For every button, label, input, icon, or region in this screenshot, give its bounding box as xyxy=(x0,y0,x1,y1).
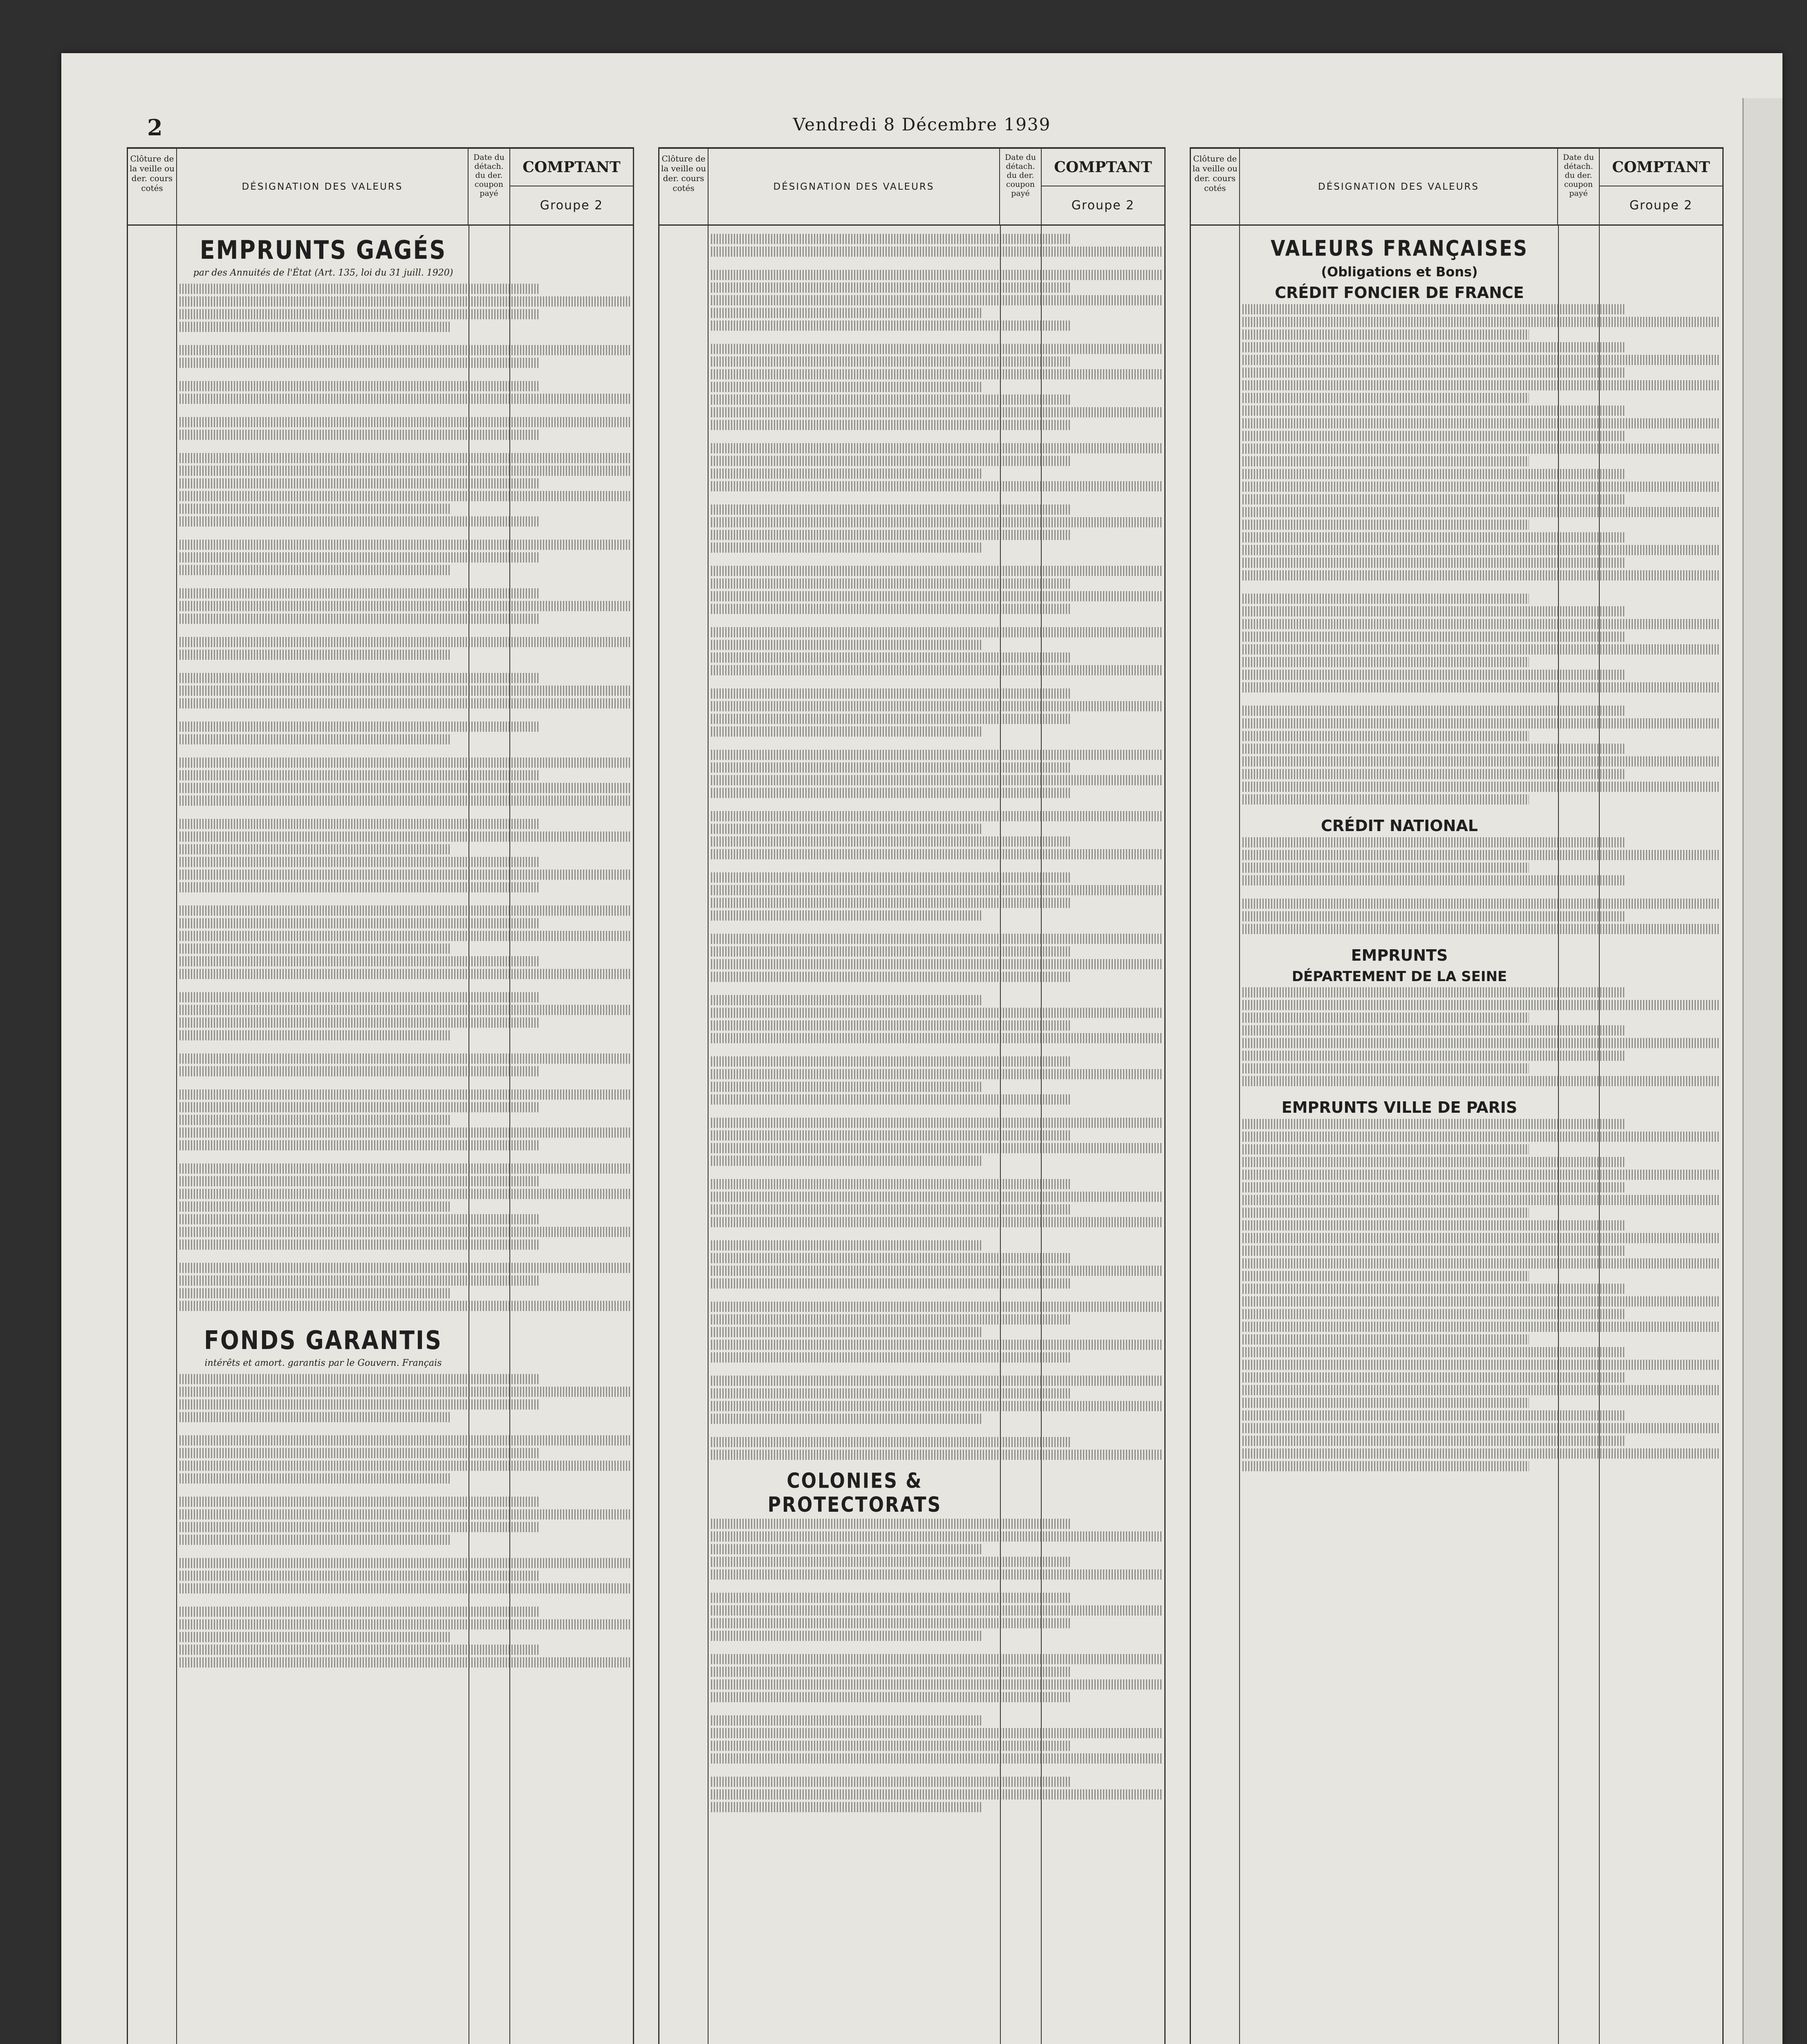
listing-block xyxy=(1240,304,1722,805)
section-subtitle: intérêts et amort. garantis par le Gouvern. Français xyxy=(204,1358,442,1368)
header-designation: DÉSIGNATION DES VALEURS xyxy=(708,149,1000,224)
newspaper-page xyxy=(61,53,1782,2044)
header-comptant xyxy=(1600,149,1722,224)
groupe-label: Groupe 2 xyxy=(1071,198,1135,213)
comptant-label: COMPTANT xyxy=(510,149,633,186)
page-date: Vendredi 8 Décembre 1939 xyxy=(793,114,1051,134)
section-title: CRÉDIT FONCIER DE FRANCE xyxy=(1275,284,1524,302)
header-designation: DÉSIGNATION DES VALEURS xyxy=(1240,149,1558,224)
section-title: FONDS GARANTIS xyxy=(204,1325,442,1355)
section-title: COLONIES & PROTECTORATS xyxy=(767,1469,942,1517)
section-title: EMPRUNTS xyxy=(1351,946,1448,964)
column-2 xyxy=(658,147,1166,2044)
listing-block xyxy=(708,1519,1164,1812)
section-title: EMPRUNTS GAGÉS xyxy=(200,235,447,265)
comptant-label: COMPTANT xyxy=(1042,149,1164,186)
column-header xyxy=(1191,149,1722,226)
header-detach: Date du détach. du der. coupon payé xyxy=(469,149,510,224)
column-header xyxy=(659,149,1164,226)
listing-block xyxy=(177,1374,633,1667)
header-comptant xyxy=(1042,149,1164,224)
column-body xyxy=(1191,226,1722,2044)
listing-block xyxy=(1240,987,1722,1086)
page-number: 2 xyxy=(147,114,163,141)
header-detach: Date du détach. du der. coupon payé xyxy=(1000,149,1042,224)
groupe-label: Groupe 2 xyxy=(1629,198,1693,213)
column-1 xyxy=(127,147,634,2044)
listing-block xyxy=(708,234,1164,1460)
header-detach: Date du détach. du der. coupon payé xyxy=(1558,149,1600,224)
groupe-label: Groupe 2 xyxy=(540,198,603,213)
column-body xyxy=(659,226,1164,2044)
header-cloture: Clôture de la veille ou der. cours cotés xyxy=(1191,149,1240,224)
header-designation: DÉSIGNATION DES VALEURS xyxy=(177,149,469,224)
column-3 xyxy=(1190,147,1724,2044)
header-cloture: Clôture de la veille ou der. cours cotés xyxy=(659,149,708,224)
listing-block xyxy=(1240,837,1722,934)
section-title: EMPRUNTS VILLE DE PARIS xyxy=(1281,1098,1518,1116)
header-cloture: Clôture de la veille ou der. cours cotés xyxy=(128,149,177,224)
section-title: VALEURS FRANÇAISES xyxy=(1271,235,1528,261)
header-comptant xyxy=(510,149,633,224)
section-title: CRÉDIT NATIONAL xyxy=(1321,817,1478,835)
listing-block xyxy=(1240,1119,1722,1471)
section-title: DÉPARTEMENT DE LA SEINE xyxy=(1291,968,1507,985)
listing-block xyxy=(177,284,633,1311)
column-header xyxy=(128,149,633,226)
section-subtitle: (Obligations et Bons) xyxy=(1321,264,1478,280)
section-subtitle: par des Annuités de l'État (Art. 135, loi du 31 juill. 1920) xyxy=(193,268,453,278)
comptant-label: COMPTANT xyxy=(1600,149,1722,186)
page-edge xyxy=(1742,98,1782,2044)
column-body xyxy=(128,226,633,2044)
